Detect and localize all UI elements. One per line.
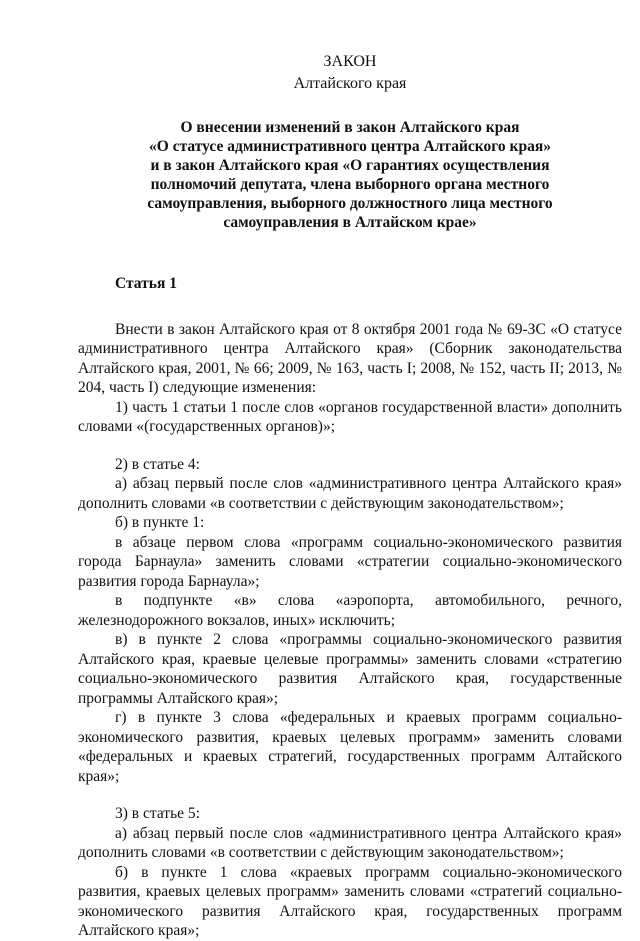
document-header [78, 52, 622, 94]
item-2-g: г) в пункте 3 слова «федеральных и краевых программ социально-экономического развития, краевых целевых программ» заменить словами «федеральных и краевых стратегий, государственных программ Алтайского края»; [78, 709, 622, 785]
article-body [78, 320, 622, 941]
law-label: ЗАКОН [323, 53, 377, 70]
item-2-label: 2) в статье 4: [115, 455, 200, 473]
item-3-b: б) в пункте 1 слова «краевых программ социально-экономического развития, краевых целевых программ» заменить словами «стратегий социально-экономического развития Алтайского края, государственных программ Алтайского края»; [78, 863, 622, 939]
title-line: самоуправления, выборного должностного лица местного [147, 195, 553, 212]
law-title [78, 118, 622, 232]
title-line: и в закон Алтайского края «О гарантиях осуществления [150, 157, 550, 174]
paragraph-gap [78, 437, 622, 455]
title-line: самоуправления в Алтайском крае» [223, 214, 477, 231]
item-2-a: а) абзац первый после слов «административного центра Алтайского края» дополнить словами «в соответствии с действующим законодательством»; [78, 475, 622, 512]
item-3-label: 3) в статье 5: [115, 805, 200, 822]
article-intro: Внести в закон Алтайского края от 8 октября 2001 года № 69-ЗС «О статусе административного центра Алтайского края» (Сборник законодательства Алтайского края, 2001, № 66; 2009, № 163, часть I; 2008, № 152, часть II; 2013, № 204, часть I) следующие изменения: [78, 320, 622, 396]
item-1: 1) часть 1 статьи 1 после слов «органов государственной власти» дополнить словами «(государственных органов)»; [78, 398, 622, 435]
document-page [78, 52, 622, 941]
item-3-a: а) абзац первый после слов «административного центра Алтайского края» дополнить словами «в соответствии с действующим законодательством»; [78, 824, 622, 861]
item-2-b-2: в подпункте «в» слова «аэропорта, автомобильного, речного, железнодорожного вокзалов, иных» исключить; [78, 592, 622, 629]
title-line: полномочий депутата, члена выборного органа местного [150, 176, 550, 193]
item-2-b-1: в абзаце первом слова «программ социально-экономического развития города Барнаула» заменить словами «стратегии социально-экономического развития города Барнаула»; [78, 533, 622, 590]
paragraph-gap [78, 786, 622, 804]
region-name: Алтайского края [293, 75, 407, 92]
article-heading: Статья 1 [115, 275, 177, 292]
title-line: О внесении изменений в закон Алтайского края [180, 119, 520, 136]
item-2-v: в) в пункте 2 слова «программы социально-экономического развития Алтайского края, краевые целевые программы» заменить словами «стратегию социально-экономического развития Алтайского края, государственные программы Алтайского края»; [78, 631, 622, 707]
title-line: «О статусе административного центра Алтайского края» [149, 138, 551, 155]
item-2-b: б) в пункте 1: [115, 514, 205, 531]
